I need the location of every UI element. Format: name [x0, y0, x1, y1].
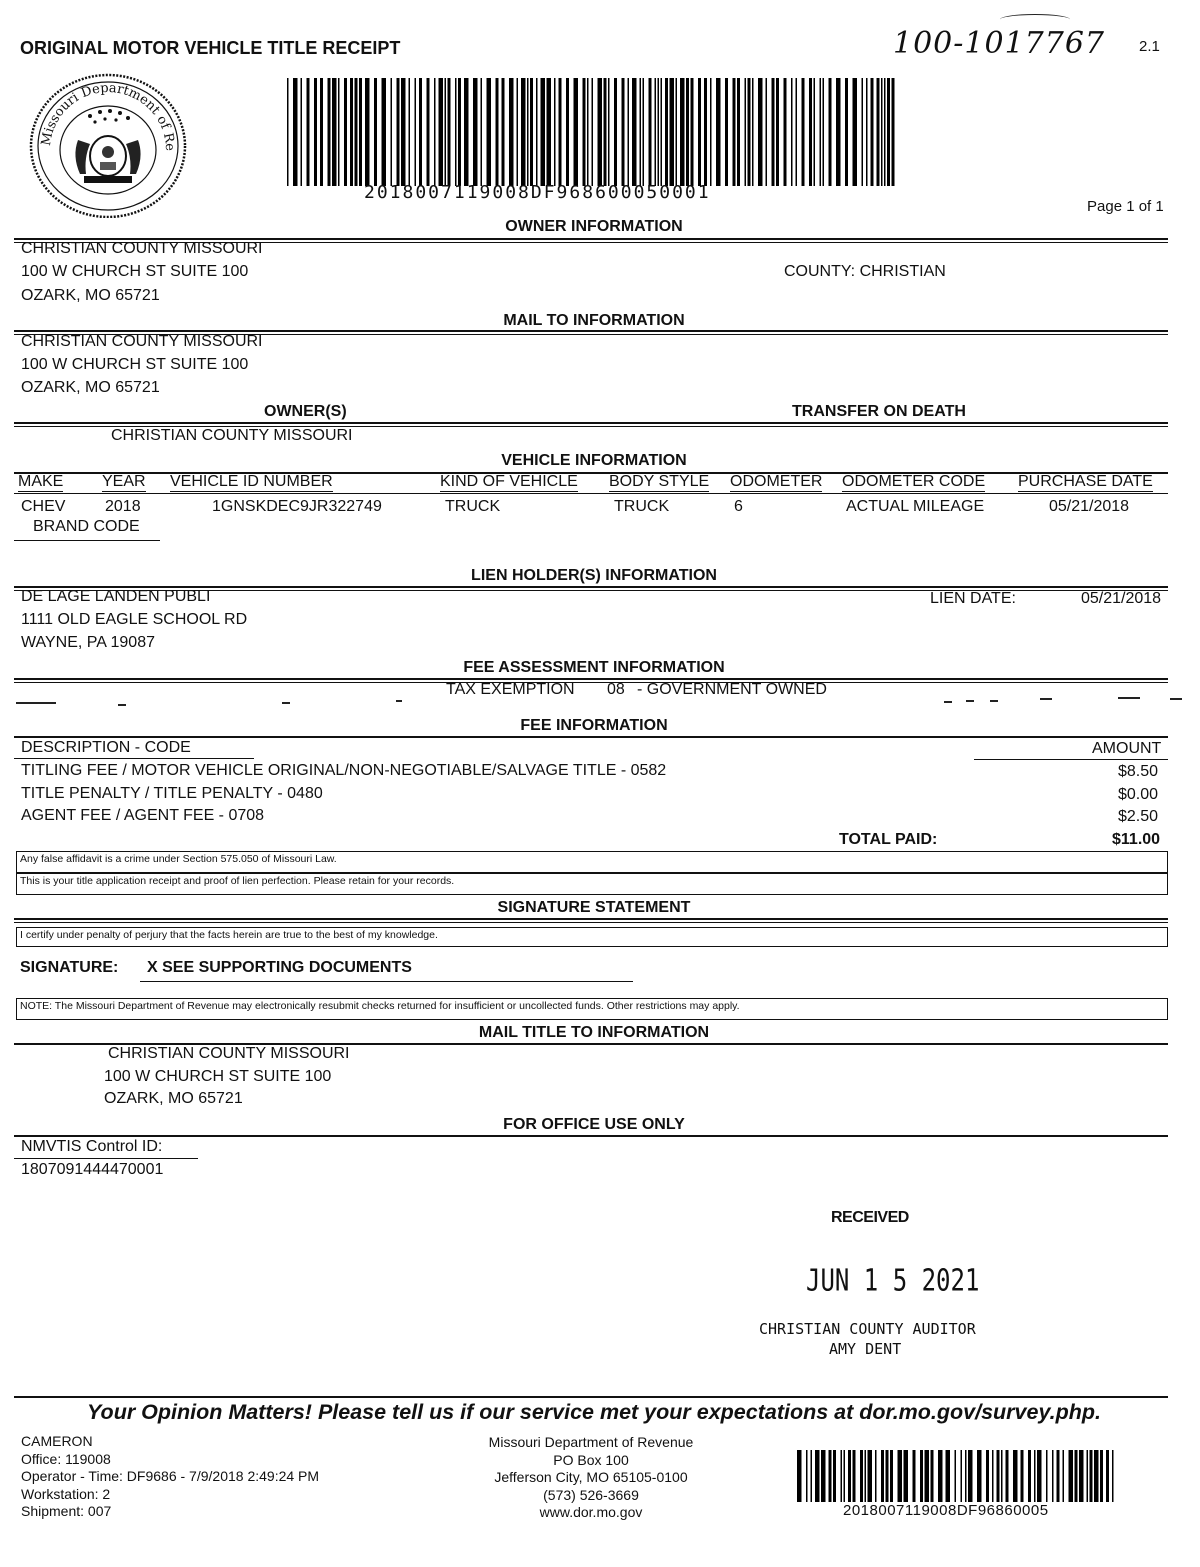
- col-vin: VEHICLE ID NUMBER: [170, 473, 333, 490]
- mail-title-city: OZARK, MO 65721: [104, 1090, 243, 1107]
- received-stamp-line2: AMY DENT: [829, 1340, 902, 1358]
- scan-noise-dashes: [0, 695, 1200, 709]
- page-label: Page 1 of 1: [1087, 198, 1164, 215]
- footer-city: Jefferson City, MO 65105-0100: [494, 1469, 688, 1485]
- mail-to-street: 100 W CHURCH ST SUITE 100: [21, 356, 249, 373]
- office-use-heading: FOR OFFICE USE ONLY: [503, 1116, 685, 1133]
- tax-exemption-desc: - GOVERNMENT OWNED: [637, 681, 827, 698]
- survey-message: Your Opinion Matters! Please tell us if our service met your expectations at dor.mo.gov/survey.php.: [87, 1400, 1101, 1424]
- footer-shipment: Shipment: 007: [21, 1503, 112, 1519]
- footer-dept: Missouri Department of Revenue: [488, 1434, 694, 1450]
- mail-title-name: CHRISTIAN COUNTY MISSOURI: [108, 1045, 350, 1062]
- fee-amount: $8.50: [1118, 763, 1159, 780]
- main-barcode: [287, 78, 895, 186]
- footer-barcode-number: 2018007119008DF96860005: [843, 1502, 1049, 1519]
- col-kind: KIND OF VEHICLE: [440, 473, 578, 490]
- svg-text:Missouri Department of Revenue: Missouri Department of Re: [38, 80, 178, 152]
- lien-date-label: LIEN DATE:: [930, 590, 1016, 607]
- fee-desc-header: DESCRIPTION - CODE: [21, 739, 191, 756]
- receipt-notice: This is your title application receipt and proof of lien perfection. Please retain for your records.: [16, 873, 1168, 895]
- mail-title-heading: MAIL TITLE TO INFORMATION: [478, 1024, 710, 1041]
- vehicle-year: 2018: [105, 498, 141, 515]
- vehicle-odometer-code: ACTUAL MILEAGE: [846, 498, 985, 515]
- tax-exemption-label: TAX EXEMPTION: [446, 681, 575, 698]
- footer-dept-block: [446, 1434, 736, 1522]
- fee-assessment-heading: FEE ASSESSMENT INFORMATION: [463, 659, 725, 676]
- owners-heading: OWNER(S): [264, 403, 347, 420]
- nmvtis-id: 1807091444470001: [21, 1161, 164, 1178]
- fee-desc: TITLING FEE / MOTOR VEHICLE ORIGINAL/NON-NEGOTIABLE/SALVAGE TITLE - 0582: [21, 762, 667, 779]
- received-stamp-label: RECEIVED: [831, 1209, 909, 1226]
- col-odometer: ODOMETER: [730, 473, 823, 490]
- mail-to-name: CHRISTIAN COUNTY MISSOURI: [21, 333, 263, 350]
- vehicle-purchase-date: 05/21/2018: [1049, 498, 1130, 515]
- col-purchase-date: PURCHASE DATE: [1018, 473, 1153, 490]
- certify-statement: I certify under penalty of perjury that the facts herein are true to the best of my knowledge.: [16, 927, 1168, 947]
- footer-location: CAMERON: [21, 1433, 93, 1449]
- owners-name: CHRISTIAN COUNTY MISSOURI: [111, 427, 353, 444]
- resubmit-note: NOTE: The Missouri Department of Revenue may electronically resubmit checks returned for insufficient or uncollected funds. Other restrictions may apply.: [16, 998, 1168, 1020]
- footer-phone: (573) 526-3669: [543, 1486, 639, 1503]
- fee-amount: $2.50: [1118, 808, 1159, 825]
- mail-to-city: OZARK, MO 65721: [21, 379, 160, 396]
- signature-heading: SIGNATURE STATEMENT: [497, 899, 691, 916]
- received-stamp-date: JUN 1 5 2021: [806, 1263, 980, 1298]
- owner-name: CHRISTIAN COUNTY MISSOURI: [21, 240, 263, 257]
- form-version: 2.1: [1139, 38, 1160, 55]
- lien-holder-street: 1111 OLD EAGLE SCHOOL RD: [21, 611, 248, 628]
- received-stamp-line1: CHRISTIAN COUNTY AUDITOR: [759, 1320, 976, 1338]
- mail-to-heading: MAIL TO INFORMATION: [503, 312, 685, 329]
- lien-info-heading: LIEN HOLDER(S) INFORMATION: [471, 567, 717, 584]
- footer-pobox: PO Box 100: [553, 1451, 629, 1468]
- footer-office-block: [21, 1433, 319, 1521]
- footer-office: Office: 119008: [21, 1450, 111, 1467]
- handwritten-number: 100-1017767: [893, 26, 1106, 61]
- owner-info-heading: OWNER INFORMATION: [505, 218, 683, 235]
- transfer-on-death-heading: TRANSFER ON DEATH: [792, 403, 966, 420]
- vehicle-make: CHEV: [21, 498, 66, 515]
- fee-amount: $0.00: [1118, 786, 1159, 803]
- col-year: YEAR: [102, 473, 146, 490]
- tax-exemption-code: 08: [607, 681, 625, 698]
- document-title: ORIGINAL MOTOR VEHICLE TITLE RECEIPT: [20, 38, 401, 58]
- handwritten-stroke: [1000, 14, 1070, 25]
- lien-holder-city: WAYNE, PA 19087: [21, 634, 155, 651]
- nmvtis-label: NMVTIS Control ID:: [21, 1138, 163, 1155]
- signature-label: SIGNATURE:: [20, 959, 119, 976]
- vehicle-kind: TRUCK: [445, 498, 501, 515]
- col-make: MAKE: [18, 473, 64, 490]
- fee-amount-header: AMOUNT: [1092, 740, 1162, 757]
- total-paid-amount: $11.00: [1112, 831, 1161, 848]
- fee-info-heading: FEE INFORMATION: [520, 717, 668, 734]
- fee-desc: TITLE PENALTY / TITLE PENALTY - 0480: [21, 785, 323, 802]
- footer-operator: Operator - Time: DF9686 - 7/9/2018 2:49:24 PM: [21, 1468, 320, 1484]
- affidavit-notice: Any false affidavit is a crime under Section 575.050 of Missouri Law.: [16, 851, 1168, 873]
- vehicle-info-heading: VEHICLE INFORMATION: [501, 452, 687, 469]
- vehicle-body-style: TRUCK: [614, 498, 670, 515]
- owner-street: 100 W CHURCH ST SUITE 100: [21, 263, 249, 280]
- signature-value: X SEE SUPPORTING DOCUMENTS: [147, 959, 412, 976]
- owner-county: COUNTY: CHRISTIAN: [784, 263, 946, 280]
- footer-workstation: Workstation: 2: [21, 1485, 111, 1502]
- footer-web: www.dor.mo.gov: [539, 1504, 643, 1520]
- mail-title-street: 100 W CHURCH ST SUITE 100: [104, 1068, 332, 1085]
- vehicle-vin: 1GNSKDEC9JR322749: [212, 498, 382, 515]
- lien-holder-name: DE LAGE LANDEN PUBLI: [21, 588, 211, 605]
- fee-desc: AGENT FEE / AGENT FEE - 0708: [21, 807, 265, 824]
- brand-code-label: BRAND CODE: [33, 518, 140, 535]
- main-barcode-number: 2018007119008DF968600050001: [364, 182, 711, 203]
- col-body-style: BODY STYLE: [609, 473, 710, 490]
- missouri-dor-seal: [28, 70, 188, 218]
- owner-city: OZARK, MO 65721: [21, 287, 160, 304]
- vehicle-odometer: 6: [734, 498, 743, 515]
- footer-barcode: [797, 1450, 1115, 1502]
- col-odometer-code: ODOMETER CODE: [842, 473, 986, 490]
- total-paid-label: TOTAL PAID:: [839, 831, 938, 848]
- lien-date: 05/21/2018: [1081, 590, 1162, 607]
